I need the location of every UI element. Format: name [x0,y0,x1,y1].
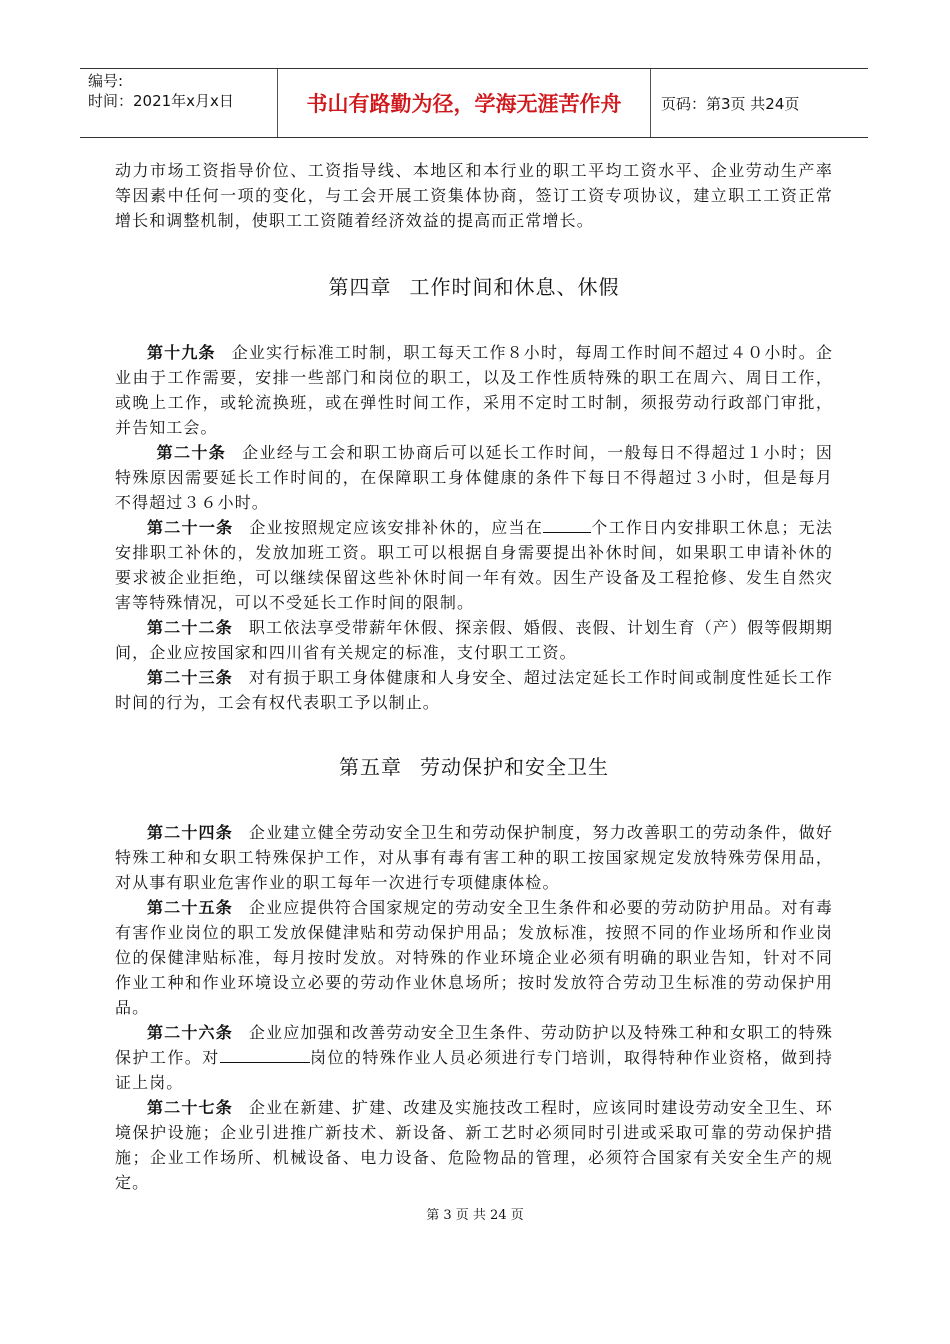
page-footer: 第 3 页 共 24 页 [426,1208,524,1223]
article-23-title: 第二十三条 [147,668,233,687]
fill-in-blank [220,1048,310,1063]
date-label: 时间：2021年x月x日 [88,92,234,110]
article-23 [115,665,833,715]
chapter-5-title: 劳动保护和安全卫生 [420,755,609,779]
article-27 [115,1095,833,1195]
chapter-5-number: 第五章 [339,755,402,779]
article-24-text: 企业建立健全劳动安全卫生和劳动保护制度，努力改善职工的劳动条件，做好特殊工种和女职工特殊保护工作，对从事有毒有害工种的职工按国家规定发放特殊劳保用品，对从事有职业危害作业的职工每年一次进行专项健康体检。 [115,823,833,892]
document-body [115,158,833,1195]
article-27-text: 企业在新建、扩建、改建及实施技改工程时，应该同时建设劳动安全卫生、环境保护设施；企业引进推广新技术、新设备、新工艺时必须同时引进或采取可靠的劳动保护措施；企业工作场所、机械设备、电力设备、危险物品的管理，必须符合国家有关安全生产的规定。 [115,1098,833,1192]
article-25-text: 企业应提供符合国家规定的劳动安全卫生条件和必要的劳动防护用品。对有毒有害作业岗位的职工发放保健津贴和劳动保护用品；发放标准，按照不同的作业场所和作业岗位的保健津贴标准，每月按时发放。对特殊的作业环境企业必须有明确的职业告知，针对不同作业工种和作业环境设立必要的劳动作业休息场所；按时发放符合劳动卫生标准的劳动保护用品。 [115,898,833,1017]
article-24-title: 第二十四条 [147,823,233,842]
chapter-4-heading [115,271,833,300]
article-20 [115,440,833,515]
article-22-title: 第二十二条 [147,618,233,637]
number-label: 编号: [88,72,124,90]
article-20-text: 企业经与工会和职工协商后可以延长工作时间，一般每日不得超过１小时；因特殊原因需要延长工作时间的，在保障职工身体健康的条件下每日不得超过３小时，但是每月不得超过３６小时。 [115,443,833,512]
article-26-title: 第二十六条 [147,1023,233,1042]
chapter-5-heading [115,751,833,780]
article-25 [115,895,833,1020]
article-19-title: 第十九条 [147,343,216,362]
article-26 [115,1020,833,1095]
article-26-text-2: 岗位的特殊作业人员必须进行专门培训，取得特种作业资格，做到持证上岗。 [115,1048,833,1092]
article-24 [115,820,833,895]
article-21-text-1: 企业按照规定应该安排补休的，应当在 [249,518,544,537]
article-21-title: 第二十一条 [147,518,234,537]
article-27-title: 第二十七条 [147,1098,233,1117]
header-motto: 书山有路勤为径，学海无涯苦作舟 [278,69,651,137]
article-22-text: 职工依法享受带薪年休假、探亲假、婚假、丧假、计划生育（产）假等假期期间，企业应按国家和四川省有关规定的标准，支付职工工资。 [115,618,833,662]
article-26-text-1: 企业应加强和改善劳动安全卫生条件、劳动防护以及特殊工种和女职工的特殊保护工作。对 [115,1023,833,1067]
header-page-label: 页码：第3页 共24页 [661,94,800,113]
article-21-text-2: 个工作日内安排职工休息；无法安排职工补休的，发放加班工资。职工可以根据自身需要提出补休时间，如果职工申请补休的要求被企业拒绝，可以继续保留这些补休时间一年有效。因生产设备及工程抢修、发生自然灾害等特殊情况，可以不受延长工作时间的限制。 [115,518,833,612]
intro-paragraph: 动力市场工资指导价位、工资指导线、本地区和本行业的职工平均工资水平、企业劳动生产率等因素中任何一项的变化，与工会开展工资集体协商，签订工资专项协议，建立职工工资正常增长和调整机制，使职工工资随着经济效益的提高而正常增长。 [115,161,833,230]
article-22 [115,615,833,665]
article-23-text: 对有损于职工身体健康和人身安全、超过法定延长工作时间或制度性延长工作时间的行为，工会有权代表职工予以制止。 [115,668,833,712]
article-25-title: 第二十五条 [147,898,233,917]
page-header [80,68,868,138]
chapter-4-title: 工作时间和休息、休假 [409,275,620,299]
article-20-title: 第二十条 [156,443,227,462]
article-21 [115,515,833,615]
chapter-4-number: 第四章 [328,275,392,299]
article-19-text: 企业实行标准工时制，职工每天工作８小时，每周工作时间不超过４０小时。企业由于工作需要，安排一些部门和岗位的职工，以及工作性质特殊的职工在周六、周日工作，或晚上工作，或轮流换班，或在弹性时间工作，采用不定时工时制，须报劳动行政部门审批，并告知工会。 [115,343,833,437]
fill-in-blank [543,518,591,533]
header-meta [80,69,278,137]
article-19 [115,340,833,440]
